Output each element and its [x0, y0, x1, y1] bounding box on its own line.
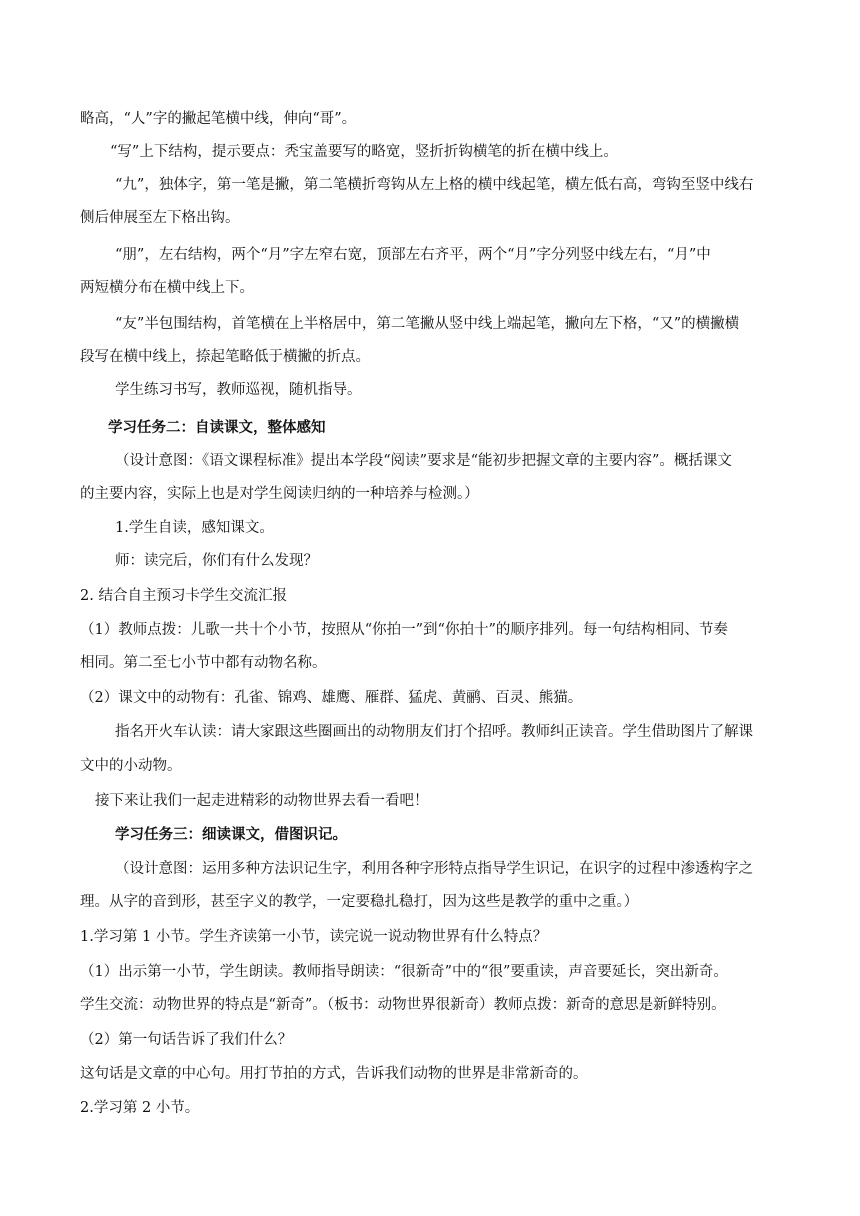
text-line: “友”半包围结构，首笔横在上半格居中，第二笔撇从竖中线上端起笔，撇向左下格，“又”的横撇横	[115, 316, 740, 332]
text-line: 侧后伸展至左下格出钩。	[80, 210, 240, 226]
text-line: 这句话是文章的中心句。用打节拍的方式，告诉我们动物的世界是非常新奇的。	[80, 1066, 588, 1082]
text-line: （1）教师点拨：儿歌一共十个小节，按照从“你拍一”到“你拍十”的顺序排列。每一句结构相同、节奏	[80, 622, 728, 638]
text-line: 的主要内容，实际上也是对学生阅读归纳的一种培养与检测。）	[80, 486, 479, 502]
text-line: （设计意图：运用多种方法识记生字，利用各种字形特点指导学生识记，在识字的过程中渗透构字之	[115, 861, 753, 877]
text-line: 1.学习第 1 小节。学生齐读第一小节，读完说一说动物世界有什么特点？	[80, 929, 548, 945]
text-line: 指名开火车认读：请大家跟这些圈画出的动物朋友们打个招呼。教师纠正读音。学生借助图片了解课	[115, 724, 753, 740]
text-line: （设计意图：《语文课程标准》提出本学段“阅读”要求是“能初步把握文章的主要内容”。概括课文	[115, 453, 732, 469]
text-line: 理。从字的音到形，甚至字义的教学，一定要稳扎稳打，因为这些是教学的重中之重。）	[80, 894, 639, 910]
text-line: （2）第一句话告诉了我们什么？	[80, 1032, 293, 1048]
text-line: “写”上下结构，提示要点：秃宝盖要写的略宽，竖折折钩横笔的折在横中线上。	[110, 144, 618, 160]
text-line: 接下来让我们一起走进精彩的动物世界去看一看吧！	[95, 793, 429, 809]
text-line: 略高，“人”字的撇起笔横中线，伸向“哥”。	[80, 111, 357, 127]
text-line: 1.学生自读，感知课文。	[115, 520, 274, 536]
text-line: （1）出示第一小节，学生朗读。教师指导朗读：“很新奇”中的“很”要重读，声音要延长，突出新奇。	[80, 964, 728, 980]
text-line: 2. 结合自主预习卡学生交流汇报	[80, 588, 287, 604]
text-line: “朋”，左右结构，两个“月”字左窄右宽，顶部左右齐平，两个“月”字分列竖中线左右，“月”中	[115, 247, 711, 263]
text-line: 学生练习书写，教师巡视，随机指导。	[115, 382, 362, 398]
text-line: 2.学习第 2 小节。	[80, 1100, 200, 1116]
text-line: 段写在横中线上，捺起笔略低于横撇的折点。	[80, 349, 370, 365]
text-line: 学生交流：动物世界的特点是“新奇”。（板书：动物世界很新奇）教师点拨：新奇的意思是新鲜特别。	[80, 997, 726, 1013]
text-line: “九”，独体字，第一笔是撇，第二笔横折弯钩从左上格的横中线起笔，横左低右高，弯钩至竖中线右	[115, 177, 754, 193]
text-line: 文中的小动物。	[80, 758, 182, 774]
text-line: 相同。第二至七小节中都有动物名称。	[80, 655, 327, 671]
text-line: 师：读完后，你们有什么发现？	[115, 553, 318, 569]
text-line: 两短横分布在横中线上下。	[80, 280, 254, 296]
section-heading: 学习任务二：自读课文，整体感知	[108, 419, 326, 436]
section-heading: 学习任务三：细读课文，借图识记。	[115, 826, 347, 843]
text-line: （2）课文中的动物有：孔雀、锦鸡、雄鹰、雁群、猛虎、黄鹂、百灵、熊猫。	[80, 690, 583, 706]
